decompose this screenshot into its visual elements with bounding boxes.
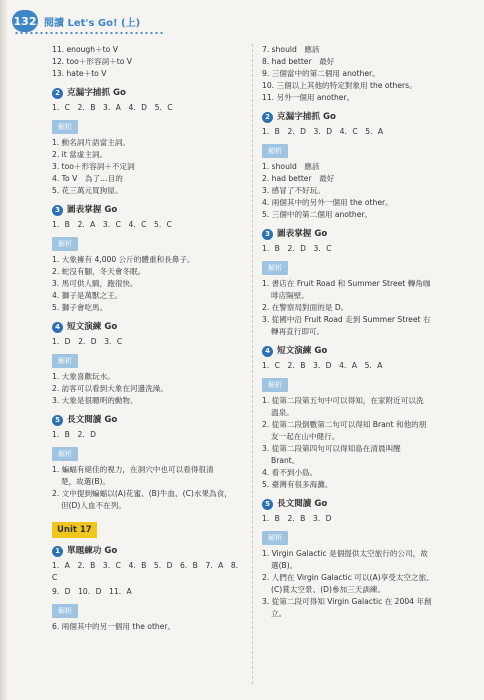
explanation-line: 1. 大象擁有 4,000 公斤的體重和長鼻子。	[52, 255, 195, 264]
answer-key: 1. B 2. B 3. D	[262, 514, 332, 523]
explanation-line: 5. 獅子會吃馬。	[52, 303, 108, 312]
explanation-line: 3. 馬可供人騎，跑很快。	[52, 279, 138, 288]
answer-line: 11. 另外一個用 another。	[262, 93, 355, 102]
page-number-badge: 132	[12, 10, 38, 32]
section-title-text: 短文演練 Go	[67, 322, 118, 332]
page-header	[12, 10, 140, 32]
header-dotted-rule	[14, 32, 164, 34]
explanation-line: 2. 從第二段倒數第二句可以得知 Brant 和他的朋	[262, 420, 427, 429]
explanation-line: (C)賞太空景、(D)參加三天訓練。	[271, 585, 386, 594]
section-title-text: 單題練功 Go	[67, 546, 118, 556]
explanation-line: 3. 從國中沿 Fruit Road 走到 Summer Street 右	[262, 315, 431, 324]
explanation-line: 1. should 應該	[262, 162, 320, 171]
explanation-line: 2. 訪客可以看到大象在河邊洗澡。	[52, 384, 168, 393]
section-number-icon: 3	[52, 205, 63, 216]
section-title	[52, 544, 244, 558]
explanation-tag: 解析	[52, 604, 78, 618]
section-title	[52, 320, 244, 334]
explanation-line: 3. 從第二段可得知 Virgin Galactic 在 2004 年創	[262, 597, 432, 606]
explanation-line: 但(D)人血不在列。	[61, 501, 126, 510]
explanation-line: 1. 動名詞片語當主詞。	[52, 138, 131, 147]
section-title-text: 圖表掌握 Go	[277, 229, 328, 239]
explanation-line: 3. 大象是很聰明的動物。	[52, 396, 138, 405]
explanation-line: 4. 獅子是萬獸之王。	[52, 291, 123, 300]
section-number-icon: 5	[52, 415, 63, 426]
section-number-icon: 4	[262, 346, 273, 357]
explanation-line: 2. 文中提到蝙蝠以(A)花蜜、(B)牛血、(C)水果為食，	[52, 489, 232, 498]
explanation-tag: 解析	[262, 144, 288, 158]
answer-key: 1. D 2. D 3. C	[52, 337, 123, 346]
answer-key: 1. A 2. B 3. C 4. B 5. D 6. B 7. A 8. C	[52, 561, 239, 582]
explanation-line: 1. 書店在 Fruit Road 和 Summer Street 轉角咖	[262, 279, 431, 288]
section-number-icon: 2	[52, 88, 63, 99]
explanation-line: 2. 在警察局對面的是 D。	[262, 303, 349, 312]
section-title	[262, 227, 462, 241]
answer-key: 1. C 2. B 3. A 4. D 5. C	[52, 103, 173, 112]
explanation-line: 5. 臺灣有很多海灘。	[262, 480, 333, 489]
section-title-text: 圖表掌握 Go	[67, 205, 118, 215]
explanation-line: 2. had better 最好	[262, 174, 335, 183]
answer-line: 11. enough＋to V	[52, 45, 118, 54]
answer-key: 1. B 2. D	[52, 430, 96, 439]
answer-line: 12. too＋形容詞＋to V	[52, 57, 132, 66]
explanation-line: Brant。	[271, 456, 300, 465]
unit-label: Unit 17	[52, 522, 97, 538]
answer-key: 1. B 2. A 3. C 4. C 5. C	[52, 220, 172, 229]
section-number-icon: 4	[52, 322, 63, 333]
answer-line: 9. 三個當中的第二個用 another。	[262, 69, 380, 78]
section-number-icon: 1	[52, 546, 63, 557]
section-title-text: 短文演練 Go	[277, 346, 328, 356]
answer-line: 13. hate＋to V	[52, 69, 107, 78]
section-title	[52, 413, 244, 427]
answer-key: 9. D 10. D 11. A	[52, 587, 132, 596]
explanation-tag: 解析	[52, 120, 78, 134]
answer-line: 8. had better 最好	[262, 57, 335, 66]
explanation-line: 4. 兩個其中的另外一個用 the other。	[262, 198, 393, 207]
section-title	[52, 86, 244, 100]
explanation-line: 2. 人們在 Virgin Galactic 可以(A)享受太空之旅、	[262, 573, 434, 582]
explanation-line: 1. 蝙蝠有絕佳的視力，在洞穴中也可以看得很清	[52, 465, 214, 474]
answer-key: 1. B 2. D 3. D 4. C 5. A	[262, 127, 384, 136]
answer-key: 1. B 2. D 3. C	[262, 244, 332, 253]
explanation-tag: 解析	[52, 237, 78, 251]
section-title	[52, 203, 244, 217]
binding-shadow	[0, 0, 8, 700]
answer-line: 7. should 應該	[262, 45, 320, 54]
explanation-line: 選(B)。	[271, 561, 298, 570]
explanation-line: 1. 大象喜歡玩水。	[52, 372, 115, 381]
explanation-line: 2. 蛇沒有腳，冬天會冬眠。	[52, 267, 146, 276]
explanation-line: 1. Virgin Galactic 是個提供太空旅行的公司，故	[262, 549, 428, 558]
column-divider	[252, 44, 253, 684]
section-title	[262, 344, 462, 358]
explanation-line: 5. 三個中的第二個用 another。	[262, 210, 373, 219]
explanation-tag: 解析	[262, 531, 288, 545]
explanation-line: 1. 從第二段第五句中可以得知，在家附近可以洗	[262, 396, 424, 405]
explanation-tag: 解析	[262, 378, 288, 392]
answer-line: 10. 三個以上其他的特定對象用 the others。	[262, 81, 417, 90]
section-number-icon: 2	[262, 112, 273, 123]
explanation-tag: 解析	[52, 447, 78, 461]
right-column	[262, 44, 462, 620]
explanation-line: 5. 花三萬元買狗屋。	[52, 186, 123, 195]
section-title-text: 克漏字捕抓 Go	[277, 112, 336, 122]
explanation-tag: 解析	[262, 261, 288, 275]
explanation-line: 3. 感冒了不好玩。	[262, 186, 325, 195]
explanation-line: 立。	[271, 609, 287, 618]
section-title-text: 長文閱讀 Go	[67, 415, 118, 425]
section-number-icon: 5	[262, 499, 273, 510]
explanation-line: 6. 兩個其中的另一個用 the other。	[52, 622, 176, 631]
explanation-line: 3. too＋形容詞＋不定詞	[52, 162, 135, 171]
section-title	[262, 497, 462, 511]
explanation-line: 楚，故選(B)。	[61, 477, 111, 486]
explanation-line: 溫泉。	[271, 408, 294, 417]
explanation-line: 啡店隔壁。	[271, 291, 309, 300]
section-title-text: 長文閱讀 Go	[277, 499, 328, 509]
section-title-text: 克漏字捕抓 Go	[67, 88, 126, 98]
explanation-line: 4. 看不到小島。	[262, 468, 318, 477]
explanation-line: 3. 從第二段第四句可以得知島在清晨叫醒	[262, 444, 401, 453]
explanation-line: 轉再直行即可。	[271, 327, 325, 336]
left-column	[52, 44, 244, 633]
explanation-line: 4. To V 為了…目的	[52, 174, 123, 183]
explanation-line: 友一起在山中健行。	[271, 432, 340, 441]
answer-key: 1. C 2. B 3. D 4. A 5. A	[262, 361, 383, 370]
book-title: 閱讀 Let's Go! (上)	[44, 17, 141, 29]
explanation-tag: 解析	[52, 354, 78, 368]
section-title	[262, 110, 462, 124]
section-number-icon: 3	[262, 229, 273, 240]
explanation-line: 2. it 當虛主詞。	[52, 150, 108, 159]
